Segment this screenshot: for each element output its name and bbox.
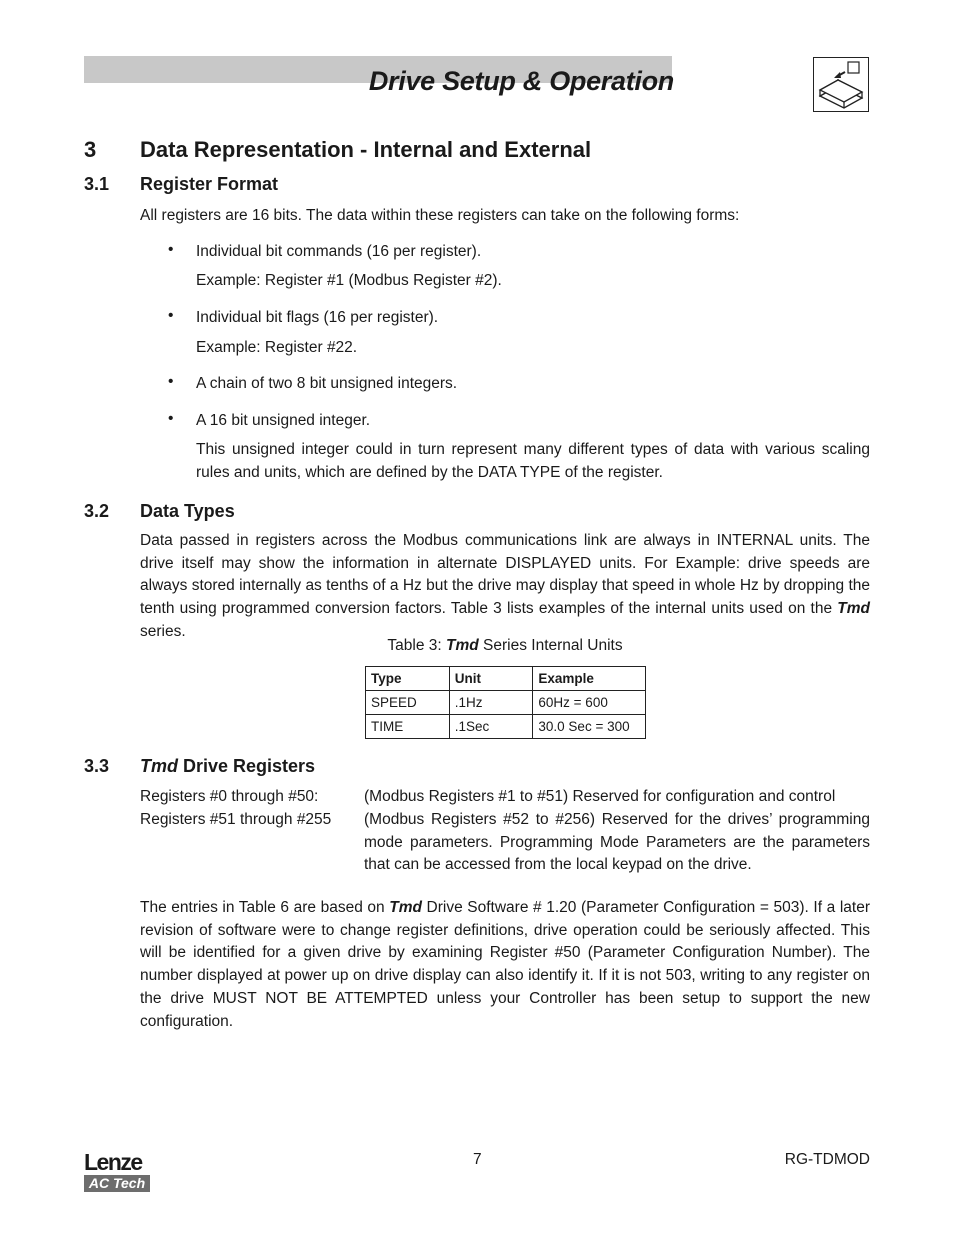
subsection-number: 3.3 [84, 756, 110, 776]
subsection-number: 3.2 [84, 501, 110, 521]
register-range-label: Registers #51 through #255 [140, 811, 332, 828]
brand-tmd: Tmd [837, 600, 870, 618]
bullet-icon: • [168, 307, 174, 324]
table-cell: .1Hz [449, 691, 533, 715]
keypad-module-icon [813, 57, 869, 112]
register-range-desc: (Modbus Registers #1 to #51) Reserved for configuration and control [364, 788, 836, 805]
brand-tmd: Tmd [389, 899, 422, 916]
section-number: 3 [84, 137, 97, 162]
lenze-logo: Lenze [84, 1149, 142, 1175]
list-item: Individual bit commands (16 per register). [196, 243, 482, 260]
table-cell: .1Sec [449, 715, 533, 739]
page-title: Drive Setup & Operation [368, 66, 674, 96]
register-range-label: Registers #0 through #50: [140, 788, 319, 805]
bullet-icon: • [168, 241, 174, 258]
subsection-heading: Register Format [140, 174, 279, 194]
table-cell: 60Hz = 600 [533, 691, 646, 715]
section-heading: Data Representation - Internal and External [140, 137, 592, 162]
list-item: A 16 bit unsigned integer. [196, 412, 371, 429]
table-row [366, 715, 646, 739]
internal-units-table [365, 666, 646, 739]
table-cell: SPEED [366, 691, 450, 715]
actech-logo: AC Tech [84, 1175, 150, 1192]
list-item-detail: Example: Register #22. [196, 339, 358, 356]
subsection-heading: Tmd Drive Registers [140, 756, 316, 776]
page-number: 7 [473, 1151, 482, 1168]
subsection-number: 3.1 [84, 174, 110, 194]
list-item-detail: Example: Register #1 (Modbus Register #2). [196, 272, 502, 289]
bullet-icon: • [168, 373, 174, 390]
table-cell: 30.0 Sec = 300 [533, 715, 646, 739]
brand-tmd: Tmd [140, 756, 178, 776]
table-row [366, 691, 646, 715]
bullet-icon: • [168, 410, 174, 427]
list-item: Individual bit flags (16 per register). [196, 309, 439, 326]
software-config-paragraph: The entries in Table 6 are based on Tmd Drive Software # 1.20 (Parameter Configuration = 503). If a later revision of software were to change register definitions, drive operation could be seriously affected. This will be identified for a given drive by examining Register #50 (Parameter Configuration Number). The number displayed at power up on drive display can also identify it. If it is not 503, writing to any register on the drive MUST NOT BE ATTEMPTED unless your Controller has been setup to support the new configuration. [140, 899, 870, 1030]
subsection-heading: Data Types [140, 501, 235, 521]
list-item: A chain of two 8 bit unsigned integers. [196, 375, 458, 392]
column-header: Example [533, 667, 646, 691]
document-code: RG-TDMOD [784, 1151, 870, 1168]
list-item-detail: This unsigned integer could in turn represent many different types of data with various scaling rules and units, which are defined by the DATA TYPE of the register. [196, 441, 870, 481]
column-header: Type [366, 667, 450, 691]
register-range-desc: (Modbus Registers #52 to #256) Reserved for the drives’ programming mode parameters. Programming Mode Parameters are the parameters that can be accessed from the local keypad on the drive. [364, 811, 870, 874]
table-caption: Table 3: Tmd Series Internal Units [387, 637, 623, 654]
table-cell: TIME [366, 715, 450, 739]
register-format-intro: All registers are 16 bits. The data within these registers can take on the following forms: [140, 207, 740, 224]
column-header: Unit [449, 667, 533, 691]
table-header-row [366, 667, 646, 691]
data-types-paragraph: Data passed in registers across the Modbus communications link are always in INTERNAL units. The drive itself may show the information in alternate DISPLAYED units. For Example: drive speeds are always stored internally as tenths of a Hz but the drive may display that speed in whole Hz by dropping the tenth using programmed conversion factors. Table 3 lists examples of the internal units used on the Tmd series. [140, 532, 870, 640]
